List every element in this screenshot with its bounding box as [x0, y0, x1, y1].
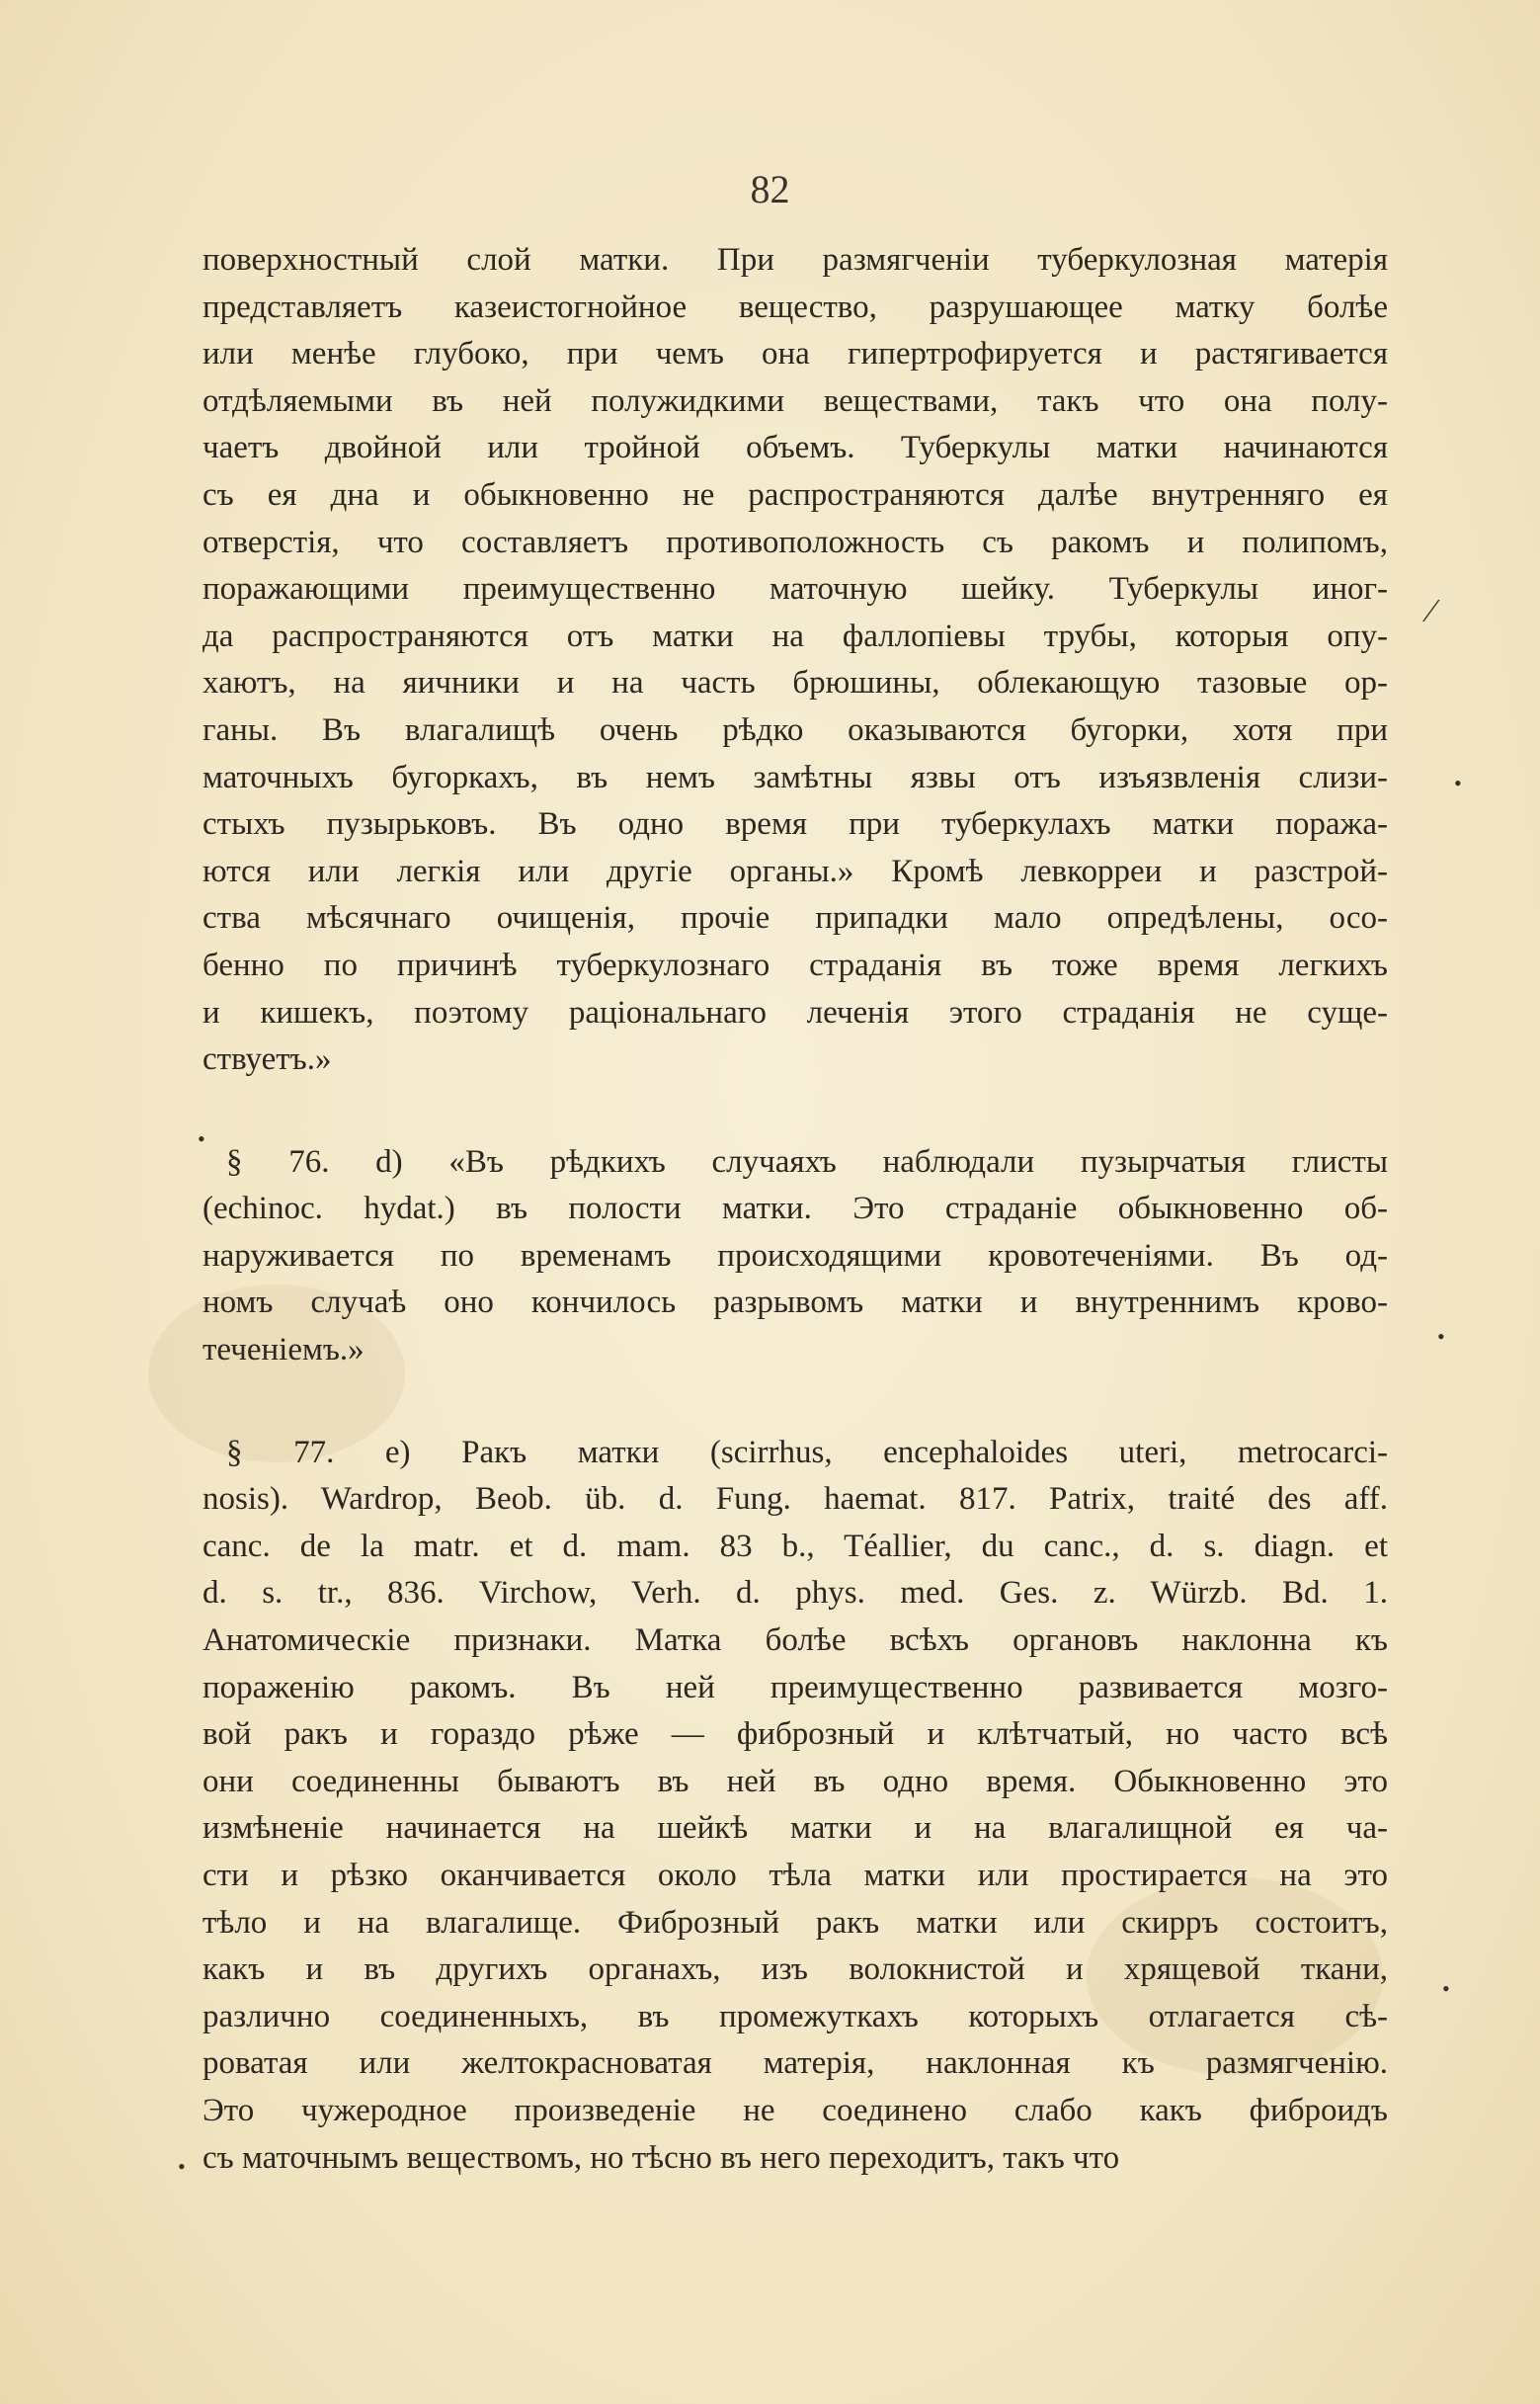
text-line: какъ и въ другихъ органахъ, изъ волокнистой и хрящевой ткани,	[203, 1951, 1388, 1988]
text-line: ства мѣсячнаго очищенія, прочіе припадки мало опредѣлены, осо-	[203, 900, 1388, 937]
margin-mark: ⁄	[1428, 593, 1434, 629]
text-line: и кишекъ, поэтому раціональнаго леченія этого страданія не суще-	[203, 994, 1388, 1031]
text-line: маточныхъ бугоркахъ, въ немъ замѣтны язвы отъ изъязвленія слизи-	[203, 759, 1388, 795]
page-number: 82	[750, 167, 790, 211]
text-line: съ маточнымъ веществомъ, но тѣсно въ него переходитъ, такъ что	[203, 2139, 1120, 2176]
margin-mark: •	[178, 2154, 186, 2179]
text-line: Это чужеродное произведеніе не соединено слабо какъ фиброидъ	[203, 2092, 1388, 2128]
text-line: наруживается по временамъ происходящими кровотеченіями. Въ од-	[203, 1237, 1388, 1274]
text-line: d. s. tr., 836. Virchow, Verh. d. phys. med. Ges. z. Würzb. Bd. 1.	[203, 1575, 1388, 1612]
paragraph-p3	[203, 1430, 1388, 2183]
text-line: поверхностный слой матки. При размягченіи туберкулозная матерія	[203, 242, 1388, 278]
text-line: хаютъ, на яичники и на часть брюшины, облекающую тазовые ор-	[203, 665, 1388, 702]
text-line: съ ея дна и обыкновенно не распространяются далѣе внутренняго ея	[203, 476, 1388, 513]
text-line: ются или легкія или другіе органы.» Кромѣ левкорреи и разстрой-	[203, 853, 1388, 889]
text-line: да распространяются отъ матки на фаллопіевы трубы, которыя опу-	[203, 618, 1388, 654]
text-line: отдѣляемыми въ ней полужидкими веществами, такъ что она полу-	[203, 382, 1388, 419]
text-body	[203, 237, 1388, 2182]
text-line: canc. de la matr. et d. mam. 83 b., Téallier, du canc., d. s. diagn. et	[203, 1528, 1388, 1564]
paragraph-gap	[203, 1084, 1388, 1139]
paragraph-p2	[203, 1139, 1388, 1374]
text-line: § 76. d) «Въ рѣдкихъ случаяхъ наблюдали пузырчатыя глисты	[226, 1143, 1388, 1180]
text-line: стыхъ пузырьковъ. Въ одно время при туберкулахъ матки поража-	[203, 806, 1388, 843]
margin-mark: •	[1437, 1324, 1445, 1349]
text-line: бенно по причинѣ туберкулознаго страданія въ тоже время легкихъ	[203, 947, 1388, 983]
margin-mark: •	[1454, 771, 1462, 795]
text-line: отверстія, что составляетъ противоположность съ ракомъ и полипомъ,	[203, 524, 1388, 560]
text-line: измѣненіе начинается на шейкѣ матки и на влагалищной ея ча-	[203, 1810, 1388, 1847]
text-line: ствуетъ.»	[203, 1041, 332, 1078]
text-line: тѣло и на влагалище. Фиброзный ракъ матки или скирръ состоитъ,	[203, 1904, 1388, 1941]
text-line: вой ракъ и гораздо рѣже — фиброзный и клѣтчатый, но часто всѣ	[203, 1716, 1388, 1753]
text-line: (echinoc. hydat.) въ полости матки. Это страданіе обыкновенно об-	[203, 1191, 1388, 1227]
paragraph-gap	[203, 1374, 1388, 1430]
text-line: Анатомическіе признаки. Матка болѣе всѣхъ органовъ наклонна къ	[203, 1622, 1388, 1659]
text-line: представляетъ казеистогнойное вещество, разрушающее матку болѣе	[203, 289, 1388, 325]
text-line: теченіемъ.»	[203, 1332, 365, 1368]
text-line: nosis). Wardrop, Beob. üb. d. Fung. haemat. 817. Patrix, traité des aff.	[203, 1481, 1388, 1518]
text-line: сти и рѣзко оканчивается около тѣла матки или простирается на это	[203, 1858, 1388, 1893]
text-line: поражающими преимущественно маточную шейку. Туберкулы иног-	[203, 571, 1388, 608]
text-line: или менѣе глубоко, при чемъ она гипертрофируется и растягивается	[203, 336, 1388, 373]
text-line: различно соединенныхъ, въ промежуткахъ которыхъ отлагается сѣ-	[203, 1998, 1388, 2034]
paragraph-p1	[203, 237, 1388, 1084]
margin-mark: •	[198, 1126, 205, 1151]
text-line: § 77. e) Ракъ матки (scirrhus, encephaloides uteri, metrocarci-	[226, 1434, 1388, 1470]
text-line: роватая или желтокрасноватая матерія, наклонная къ размягченію.	[203, 2045, 1388, 2082]
text-line: ганы. Въ влагалищѣ очень рѣдко оказываются бугорки, хотя при	[203, 711, 1388, 748]
margin-mark: •	[1442, 1976, 1450, 2001]
text-line: чаетъ двойной или тройной объемъ. Туберкулы матки начинаются	[203, 430, 1388, 466]
text-line: номъ случаѣ оно кончилось разрывомъ матки и внутреннимъ крово-	[203, 1285, 1388, 1321]
text-line: они соединенны бываютъ въ ней въ одно время. Обыкновенно это	[203, 1763, 1388, 1799]
text-line: пораженію ракомъ. Въ ней преимущественно развивается мозго-	[203, 1669, 1388, 1705]
